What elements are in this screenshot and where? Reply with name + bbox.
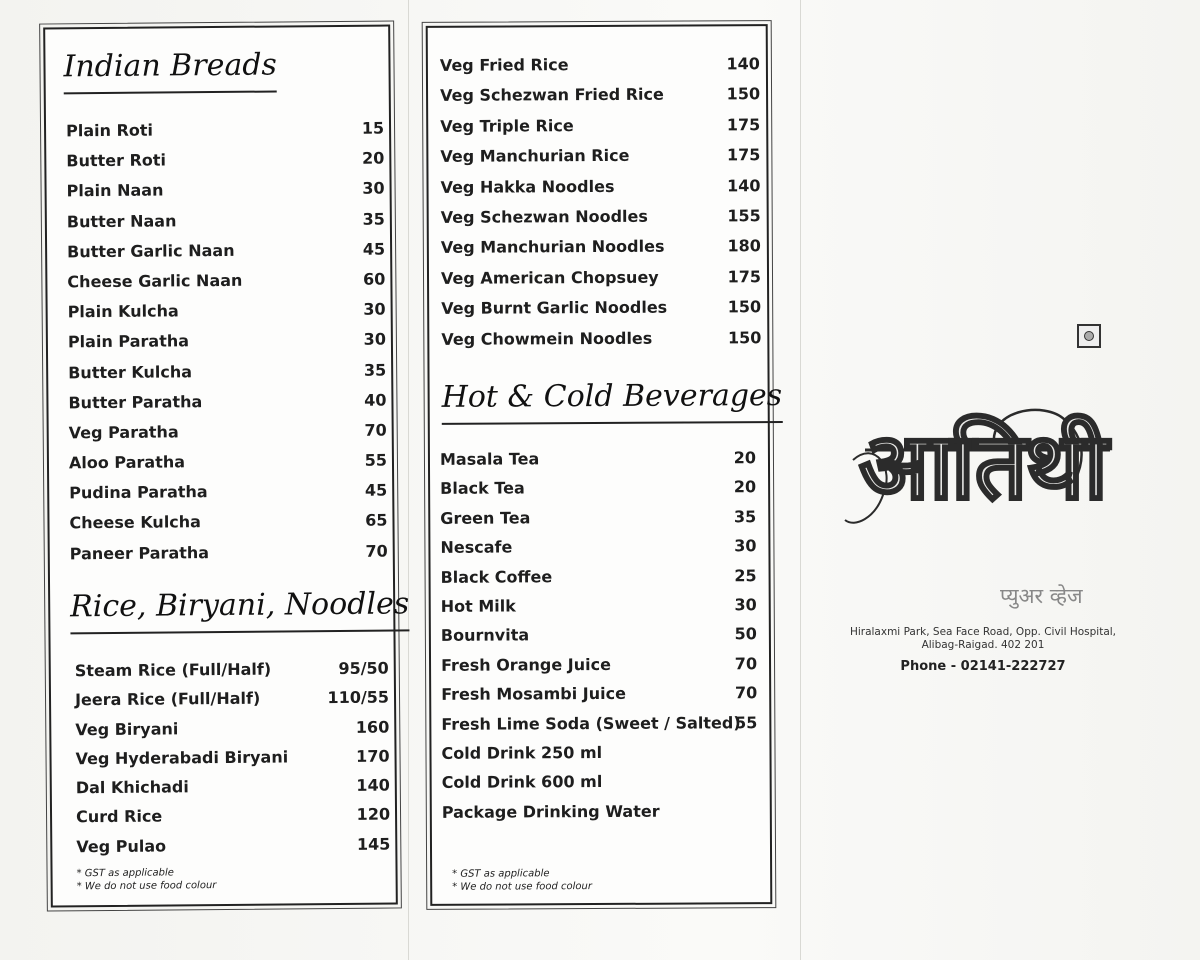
item-price: 160 [355, 717, 390, 737]
item-price: 150 [727, 327, 762, 347]
item-name: Package Drinking Water [441, 801, 660, 822]
item-price: 140 [356, 775, 390, 796]
item-name: Fresh Orange Juice [440, 654, 611, 675]
item-price: 30 [734, 536, 757, 556]
menu-panel-left [43, 25, 410, 908]
item-name: Jeera Rice (Full/Half) [74, 688, 261, 710]
gst-note: * GST as applicable [452, 868, 550, 880]
item-name: Steam Rice (Full/Half) [74, 659, 272, 681]
item-name: Plain Roti [65, 120, 154, 141]
item-name: Cold Drink 250 ml [441, 742, 603, 763]
menu-item [440, 115, 760, 147]
item-price: 20 [733, 448, 757, 468]
menu-item [76, 776, 390, 808]
item-price: 50 [734, 624, 757, 644]
item-price: 40 [364, 390, 387, 410]
food-colour-note: * We do not use food colour [76, 880, 217, 893]
item-name: Veg Schezwan Noodles [440, 206, 648, 227]
item-price: 175 [727, 266, 762, 287]
item-name: Plain Paratha [67, 331, 190, 352]
menu-item [69, 451, 387, 484]
menu-item [67, 179, 385, 212]
item-name: Curd Rice [75, 807, 163, 827]
item-price: 95/50 [338, 658, 389, 678]
item-name: Cheese Garlic Naan [67, 270, 243, 292]
brand-tagline: प्युअर व्हेज [1000, 584, 1083, 608]
item-name: Butter Kulcha [68, 361, 193, 382]
item-name: Veg Triple Rice [440, 115, 574, 136]
menu-item [68, 330, 386, 363]
item-price: 30 [362, 178, 385, 199]
item-price: 30 [363, 299, 386, 319]
menu-item [75, 659, 389, 691]
item-name: Veg Fried Rice [439, 55, 569, 75]
section-title-rice-biryani-noodles: Rice, Biryani, Noodles [70, 586, 409, 634]
item-name: Black Tea [440, 478, 525, 499]
menu-item [441, 683, 757, 714]
item-name: Veg Hyderabadi Biryani [75, 747, 289, 769]
item-price: 25 [734, 565, 757, 585]
menu-item [441, 267, 761, 299]
menu-item [67, 209, 385, 242]
menu-item [75, 717, 389, 749]
fold-line [800, 0, 801, 960]
menu-item [67, 269, 385, 302]
menu-item [70, 541, 388, 574]
menu-item [75, 688, 389, 720]
item-name: Dal Khichadi [75, 777, 189, 798]
item-price: 45 [362, 239, 386, 259]
item-name: Veg Burnt Garlic Noodles [441, 297, 668, 318]
item-name: Plain Naan [66, 180, 164, 201]
item-name: Veg Chowmein Noodles [441, 328, 653, 349]
menu-item [442, 771, 758, 802]
item-name: Cheese Kulcha [69, 512, 202, 533]
item-name: Fresh Lime Soda (Sweet / Salted) [441, 712, 741, 734]
menu-item [441, 742, 757, 773]
item-price: 70 [364, 420, 387, 440]
menu-item [441, 206, 761, 238]
item-name: Hot Milk [440, 596, 516, 616]
item-price: 150 [726, 84, 761, 104]
item-price: 35 [733, 506, 757, 527]
menu-item [68, 360, 386, 393]
footnotes [452, 867, 592, 894]
item-price: 35 [363, 360, 387, 380]
address-line: Hiralaxmi Park, Sea Face Road, Opp. Civil Hospital, [849, 626, 1117, 638]
menu-item [441, 713, 757, 744]
item-name: Pudina Paratha [69, 482, 208, 503]
item-price: 140 [727, 175, 761, 195]
chinese-list [440, 54, 762, 360]
item-price: 70 [734, 653, 758, 674]
menu-item [441, 595, 757, 626]
item-price: 20 [733, 477, 757, 497]
menu-item [75, 746, 389, 778]
item-price: 170 [356, 746, 390, 766]
menu-item [68, 390, 386, 423]
menu-item [441, 566, 757, 597]
item-name: Veg American Chopsuey [440, 267, 659, 288]
item-price: 70 [365, 541, 388, 561]
item-name: Aloo Paratha [68, 452, 186, 473]
menu-item [441, 625, 757, 656]
menu-item [68, 300, 386, 333]
indian-breads-list [66, 119, 388, 575]
item-name: Fresh Mosambi Juice [441, 683, 626, 704]
brand-logo-text: आतिथी [859, 413, 1106, 520]
veg-symbol-icon [1077, 324, 1101, 348]
menu-item [440, 507, 756, 538]
item-price: 55 [735, 712, 758, 732]
menu-item [69, 420, 387, 453]
item-price: 60 [363, 269, 386, 289]
item-price: 150 [727, 297, 762, 317]
item-name: Paneer Paratha [69, 542, 210, 563]
item-price: 30 [734, 595, 757, 615]
item-name: Plain Kulcha [67, 301, 179, 322]
item-price: 65 [365, 510, 388, 531]
menu-item [67, 239, 385, 272]
item-name: Butter Garlic Naan [67, 240, 235, 262]
item-price: 55 [364, 450, 388, 470]
item-name: Cold Drink 600 ml [441, 772, 603, 793]
menu-item [442, 801, 758, 832]
gst-note: * GST as applicable [76, 867, 174, 880]
item-price: 155 [727, 206, 761, 226]
menu-item [69, 481, 387, 514]
beverages-list [440, 448, 758, 832]
menu-item [66, 119, 384, 152]
section-title-indian-breads: Indian Breads [63, 47, 277, 94]
menu-item [441, 297, 761, 329]
item-price: 35 [362, 209, 385, 229]
item-name: Veg Hakka Noodles [440, 176, 615, 197]
item-price: 70 [734, 683, 758, 703]
menu-item [76, 834, 390, 866]
menu-item [440, 536, 756, 567]
item-name: Masala Tea [439, 449, 540, 469]
menu-item [440, 145, 760, 177]
rice-biryani-list [75, 659, 391, 867]
food-colour-note: * We do not use food colour [452, 881, 592, 893]
item-name: Veg Paratha [68, 422, 179, 443]
item-name: Green Tea [440, 508, 531, 528]
item-price: 175 [726, 145, 761, 165]
address-line: Alibag-Raigad. 402 201 [921, 639, 1045, 651]
menu-item [76, 805, 390, 837]
item-price: 15 [361, 118, 385, 138]
item-name: Butter Naan [66, 210, 177, 231]
item-name: Veg Manchurian Rice [440, 146, 630, 166]
item-price: 110/55 [327, 687, 390, 708]
footnotes [76, 866, 216, 893]
item-name: Butter Roti [66, 150, 167, 171]
menu-item [440, 478, 756, 509]
restaurant-phone: Phone - 02141-222727 [900, 659, 1066, 674]
menu-item [440, 448, 756, 479]
section-title-beverages: Hot & Cold Beverages [442, 378, 783, 425]
item-price: 140 [726, 54, 760, 74]
item-name: Veg Manchurian Noodles [440, 236, 665, 258]
item-name: Veg Pulao [76, 836, 167, 857]
item-name: Veg Biryani [75, 718, 179, 739]
item-name: Veg Schezwan Fried Rice [440, 85, 664, 106]
menu-item [441, 654, 757, 685]
item-price: 180 [727, 236, 761, 256]
item-price: 45 [364, 480, 388, 500]
item-price: 145 [356, 834, 391, 854]
item-name: Bournvita [440, 625, 530, 646]
menu-panel-middle [426, 24, 783, 906]
item-name: Nescafe [440, 537, 513, 558]
item-name: Black Coffee [440, 566, 553, 587]
menu-item [441, 236, 761, 268]
item-price: 30 [363, 329, 386, 350]
menu-item [69, 511, 387, 544]
fold-line [408, 0, 409, 960]
item-price: 20 [361, 148, 385, 168]
menu-item [440, 54, 760, 86]
item-price: 175 [726, 114, 761, 135]
item-name: Butter Paratha [68, 391, 203, 413]
menu-item [441, 328, 761, 360]
menu-item [440, 176, 760, 208]
restaurant-address [838, 626, 1128, 652]
item-price: 120 [356, 805, 391, 825]
menu-item [66, 149, 384, 182]
menu-item [440, 85, 760, 117]
